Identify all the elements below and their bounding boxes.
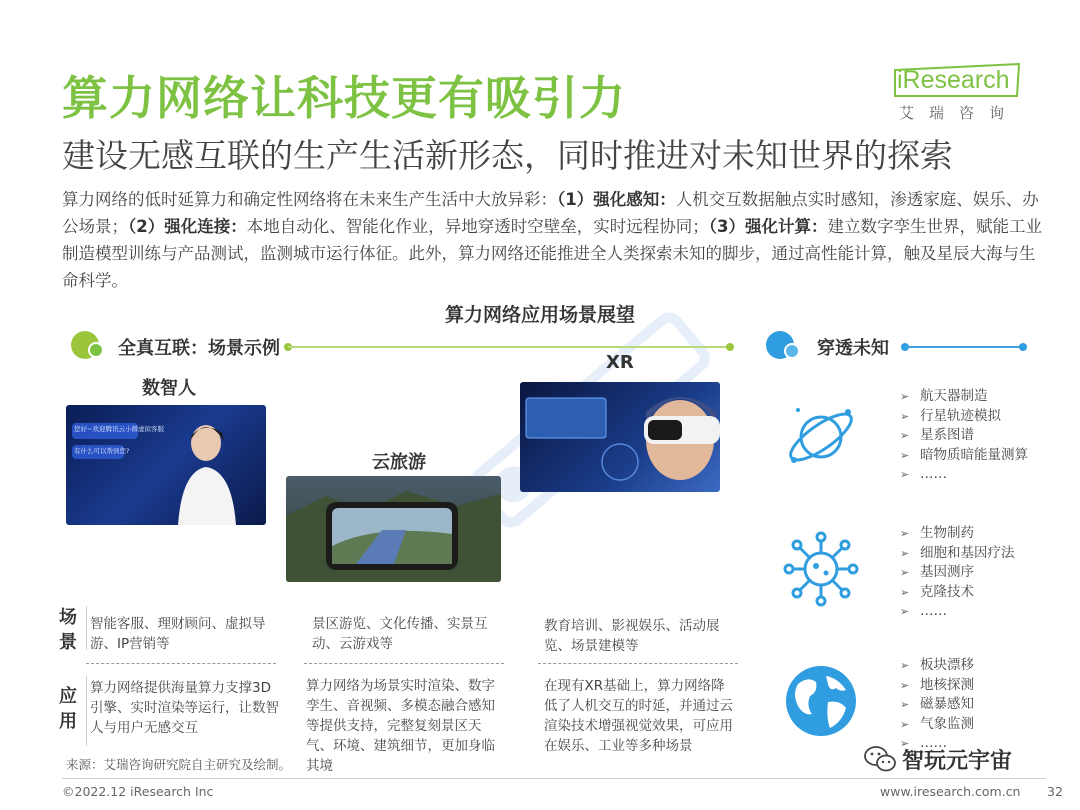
space-list bbox=[900, 387, 1028, 485]
xr-image bbox=[520, 382, 720, 492]
globe-icon bbox=[782, 662, 860, 740]
arrow-icon: ➢ bbox=[900, 468, 910, 481]
list-item: ➢ 磁暴感知 bbox=[900, 695, 974, 715]
col-separator bbox=[86, 606, 87, 650]
arrow-icon: ➢ bbox=[900, 390, 910, 403]
row-label-app: 应用 bbox=[59, 686, 77, 732]
arrow-icon: ➢ bbox=[900, 605, 910, 618]
arrow-icon: ➢ bbox=[900, 527, 910, 540]
row-label-scene: 场景 bbox=[59, 607, 77, 653]
list-item: ➢ 基因测序 bbox=[900, 563, 1015, 583]
left-section-heading bbox=[70, 330, 750, 360]
list-item: ➢ 气象监测 bbox=[900, 715, 974, 735]
row-divider bbox=[538, 663, 738, 664]
col-separator bbox=[86, 676, 87, 746]
list-item: ➢ 生物制药 bbox=[900, 524, 1015, 544]
intro-paragraph bbox=[62, 186, 1042, 294]
app-cell-xr: 在现有XR基础上，算力网络降低了人机交互的时延，并通过云渲染技术增强视觉效果，可应用在娱乐、工业等多种场景 bbox=[544, 678, 733, 754]
right-heading-line bbox=[905, 346, 1023, 348]
arrow-icon: ➢ bbox=[900, 717, 910, 731]
intro-point-1: （1）强化感知： bbox=[557, 190, 676, 209]
arrow-icon: ➢ bbox=[900, 698, 910, 711]
arrow-icon: ➢ bbox=[900, 678, 910, 692]
intro-text-3: 本地自动化、智能化作业，异地穿透时空壁垒，实时远程协同； bbox=[246, 217, 709, 236]
cloud-tour-image bbox=[286, 476, 501, 582]
list-item: ➢ 星系图谱 bbox=[900, 426, 1028, 446]
right-heading-label: 穿透未知 bbox=[817, 338, 889, 359]
wechat-icon bbox=[864, 745, 896, 773]
arrow-icon: ➢ bbox=[900, 409, 910, 423]
source-note: 来源：艾瑞咨询研究院自主研究及绘制。 bbox=[66, 757, 292, 772]
screen-text-1: 您好~欢迎腾讯云小微虚拟客服 bbox=[74, 425, 164, 433]
list-item: ➢ …… bbox=[900, 734, 974, 754]
blue-bubble-icon bbox=[765, 330, 805, 360]
footer-divider bbox=[62, 778, 1046, 779]
list-item: ➢ 暗物质暗能量测算 bbox=[900, 446, 1028, 466]
arrow-icon: ➢ bbox=[900, 585, 910, 599]
app-cell-cloud-tour: 算力网络为场景实时渲染、数字孪生、音视频、多模态融合感知等提供支持，完整复刻景区天气、环境、建筑细节，更加身临其境 bbox=[306, 678, 495, 774]
scene-cell-cloud-tour: 景区游览、文化传播、实景互动、云游戏等 bbox=[312, 616, 488, 652]
row-divider bbox=[304, 663, 504, 664]
scene-name-xr: XR bbox=[606, 352, 634, 373]
scene-name-cloud-tour: 云旅游 bbox=[372, 452, 426, 473]
list-item: ➢ 航天器制造 bbox=[900, 387, 1028, 407]
vr-headset-illustration bbox=[520, 382, 720, 492]
intro-point-3: （3）强化计算： bbox=[708, 217, 828, 236]
iresearch-logo bbox=[893, 62, 1033, 124]
life-science-list bbox=[900, 524, 1015, 622]
digital-human-image bbox=[66, 405, 266, 525]
scene-cell-xr: 教育培训、影视娱乐、活动展览、场景建模等 bbox=[544, 618, 720, 654]
copyright: ©2022.12 iResearch Inc bbox=[62, 784, 214, 799]
screen-text-2: 有什么可以帮到您? bbox=[74, 447, 130, 455]
page-number: 32 bbox=[1047, 784, 1063, 799]
wechat-account-name: 智玩元宇宙 bbox=[902, 748, 1013, 774]
line-end-dot bbox=[726, 343, 734, 351]
page-title: 算力网络让科技更有吸引力 bbox=[62, 71, 626, 125]
scene-name-digital-human: 数智人 bbox=[142, 378, 196, 399]
great-wall-illustration bbox=[286, 476, 501, 582]
arrow-icon: ➢ bbox=[900, 448, 910, 462]
left-heading-line bbox=[288, 346, 728, 348]
footer-url[interactable]: www.iresearch.com.cn bbox=[880, 784, 1021, 799]
scene-cell-digital-human: 智能客服、理财顾问、虚拟导游、IP营销等 bbox=[90, 616, 266, 652]
app-cell-digital-human: 算力网络提供海量算力支撑3D引擎、实时渲染等运行，让数智人与用户无感交互 bbox=[90, 680, 279, 736]
wechat-watermark bbox=[864, 742, 1012, 776]
planet-icon bbox=[782, 398, 860, 476]
intro-text-1: 算力网络的低时延算力和确定性网络将在未来生产生活中大放异彩： bbox=[62, 190, 557, 209]
intro-text-4: 建立数字孪生世界，赋能工业制造模型训练与产品测试，监测城市运行体征。此外，算力网络还能推进全人类探索未知的脚步，通过高性能计算，触及星辰大海与生命科学。 bbox=[62, 217, 1042, 290]
digital-human-illustration bbox=[66, 405, 266, 525]
arrow-icon: ➢ bbox=[900, 659, 910, 672]
arrow-icon: ➢ bbox=[900, 546, 910, 560]
list-item: ➢ 细胞和基因疗法 bbox=[900, 544, 1015, 564]
left-heading-label: 全真互联：场景示例 bbox=[118, 338, 280, 359]
right-section-heading bbox=[765, 330, 1035, 360]
arrow-icon: ➢ bbox=[900, 566, 910, 579]
page-subtitle: 建设无感互联的生产生活新形态，同时推进对未知世界的探索 bbox=[62, 136, 953, 175]
arrow-icon: ➢ bbox=[900, 429, 910, 442]
row-divider bbox=[86, 663, 276, 664]
green-bubble-icon bbox=[70, 330, 106, 360]
logo-brand-text: iResearch bbox=[897, 66, 1010, 94]
virus-icon bbox=[782, 530, 860, 608]
list-item: ➢ …… bbox=[900, 465, 1028, 485]
list-item: ➢ 板块漂移 bbox=[900, 656, 974, 676]
list-item: ➢ 行星轨迹模拟 bbox=[900, 407, 1028, 427]
list-item: ➢ 地核探测 bbox=[900, 676, 974, 696]
list-item: ➢ 克隆技术 bbox=[900, 583, 1015, 603]
arrow-icon: ➢ bbox=[900, 737, 910, 750]
intro-point-2: （2）强化连接： bbox=[128, 217, 247, 236]
list-item: ➢ …… bbox=[900, 602, 1015, 622]
right-line-end-dot bbox=[1019, 343, 1027, 351]
earth-science-list bbox=[900, 656, 974, 754]
logo-cn-text: 艾瑞咨询 bbox=[899, 104, 1020, 122]
intro-text-2: 人机交互数据触点实时感知，渗透家庭、娱乐、办公场景； bbox=[62, 190, 1039, 236]
diagram-title: 算力网络应用场景展望 bbox=[444, 304, 635, 326]
